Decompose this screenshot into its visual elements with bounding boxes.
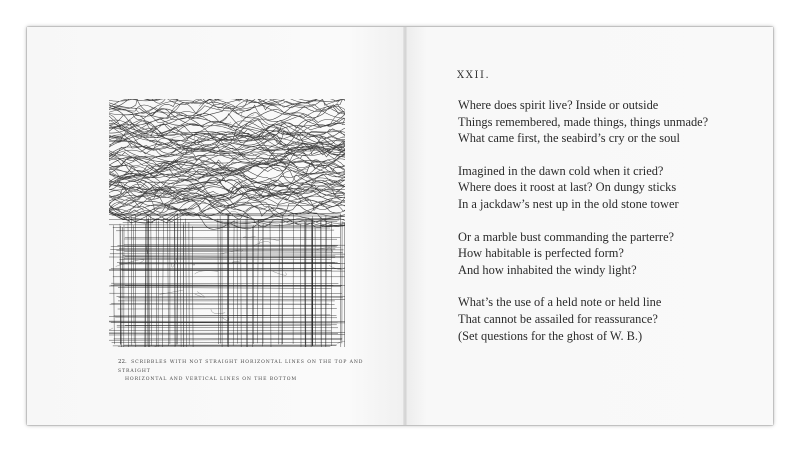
poem-stanza-1 [458,97,758,147]
poem-stanza-3 [458,229,758,279]
poem-line: That cannot be assailed for reassurance? [458,311,658,326]
poem-line: Where does it roost at last? On dungy sticks [458,180,677,195]
poem-line: What came first, the seabird’s cry or the soul [458,131,680,146]
poem-number-heading: XXII. [457,70,491,81]
caption-number: 22. [118,359,127,365]
caption-line-2: HORIZONTAL AND VERTICAL LINES ON THE BOTTOM [125,377,297,382]
poem-line: Where does spirit live? Inside or outside [458,98,659,112]
poem-body [458,97,758,360]
scribble-drawing [109,99,345,347]
poem-line: Or a marble bust commanding the parterre? [458,229,675,244]
poem-line: Things remembered, made things, things unmade? [458,114,709,129]
poem-line: Imagined in the dawn cold when it cried? [458,163,664,178]
poem-line: What’s the use of a held note or held line [458,295,662,310]
poem-stanza-4 [458,294,758,344]
book-gutter [403,27,407,425]
poem-line: (Set questions for the ghost of W. B.) [458,328,643,343]
poem-line: And how inhabited the windy light? [458,262,637,277]
book-spread [27,27,773,425]
poem-line: How habitable is perfected form? [458,246,624,261]
poem-stanza-2 [458,163,758,213]
poem-line: In a jackdaw’s nest up in the old stone tower [458,196,679,211]
caption-line-1: SCRIBBLES WITH NOT STRAIGHT HORIZONTAL LINES ON THE TOP AND STRAIGHT [118,360,364,374]
figure-caption [118,358,378,385]
